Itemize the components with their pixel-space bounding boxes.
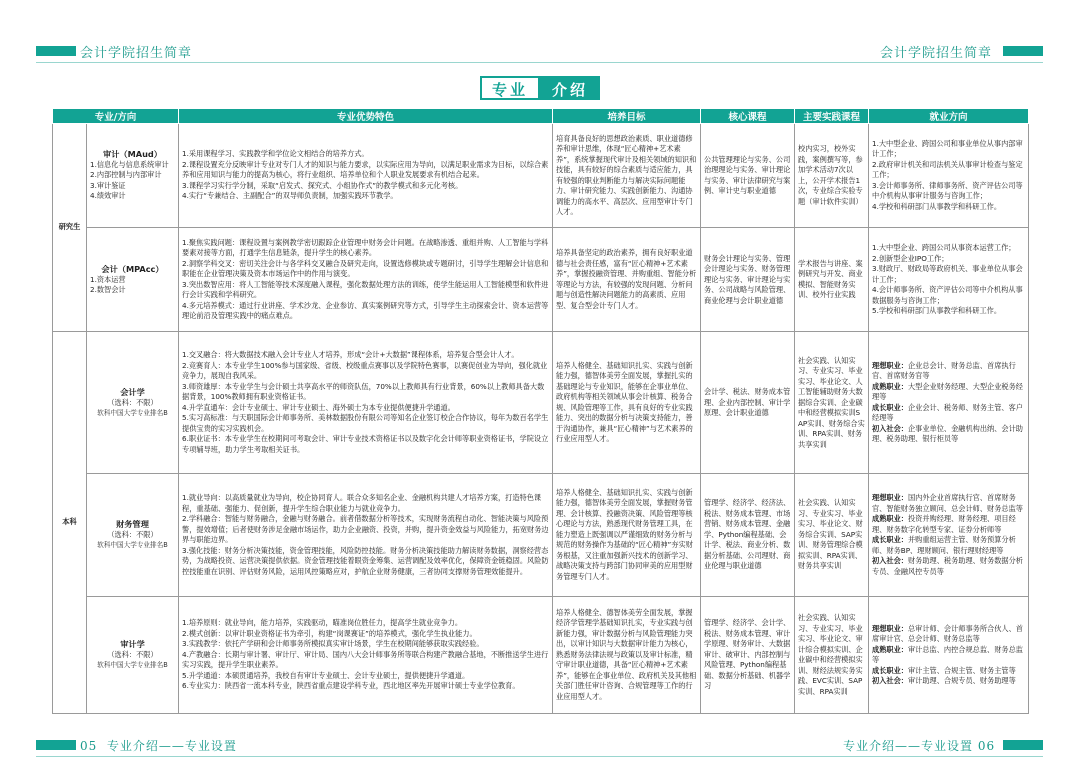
jobs-cell: 理想职业：总审计师、会计师事务所合伙人、首席审计官、总会计师、财务总监等 成熟职业：审计总监、内控合规总监、财务总监等 成长职业：审计主管、合规主管、财务主管等 初入社会：审计助理、合规专员、财务助理等	[869, 597, 1029, 714]
major-name: 会计学	[120, 387, 145, 398]
practice-cell: 校内实习，校外实践，案例撰写等，参加学术活动7次以上，公开学术报告1次，专业综合实验专题（审计软件实训）	[795, 124, 869, 228]
major-table	[52, 108, 1029, 714]
header-right-title: 会计学院招生简章	[880, 46, 993, 61]
features-cell: 1.就业导向：以高质量就业为导向，校企协同育人。联合众多知名企业、金融机构共建人才培养方案，打造特色课程，重基础、强能力、促创新，提升学生综合职业能力与就业竞争力。 2.学科融合：智能与财务融合，金融与财务融合。前者借数据分析等技术，实现财务流程自动化、智能决策与风险预警，提效增值；后者使财务涉足金融市场运作，助力企业融资、投资，并购，提升资金效益与风险能力，拓宽财务边界与职能边界。 3.强化技能：财务分析决策技能，资金管理技能，风险防控技能。财务分析决策技能助力解读财务数据，洞察经营态势，为战略投资、运营决策提供依据。资金管理技能着眼资金筹集、运营调配及效率优化，保障资金链稳固。风险防控技能重在识别、评估财务风险，运用风控策略应对，护航企业财务健康，三者协同支撑财务管理效能提升。	[179, 474, 553, 597]
jobs-cell: 1.大中型企业、跨国公司和事业单位从事内部审计工作； 2.政府审计机关和司法机关从事审计检查与鉴定工作； 3.会计师事务所、律师事务所、资产评估公司等中介机构从事审计服务与咨询工作； 4.学校和科研部门从事教学和科研工作。	[869, 124, 1029, 228]
footer-right-bar	[1003, 740, 1043, 750]
courses-cell: 公共管理理论与实务、公司治理理论与实务、审计理论与实务、审计法律研究与案例、审计史与职业道德	[701, 124, 795, 228]
goal-cell: 培养具备坚定的政治素养，拥有良好职业道德与社会责任感，富有“匠心精神+艺术素养”，掌握投融资管理、并购重组、智能分析等理论与方法，有较强的发现问题、分析问题与创造性解决问题能力的高素质、应用型、复合型会计专门人才。	[553, 228, 701, 332]
major-name: 审计（MAud）	[103, 149, 162, 160]
footer-left-bar	[36, 740, 76, 750]
ranking-note: 软科中国大学专业排名B	[97, 661, 168, 670]
footer-left	[80, 737, 237, 754]
practice-cell: 社会实践、认知实习、专业实习、毕业实习、毕业论文、财务综合实训、SAP实训、财务管理综合模拟实训、RPA实训、财务共享实训	[795, 474, 869, 597]
major-cell: 审计（MAud） 1.信息化与信息系统审计 2.内部控制与内部审计 3.审计鉴证 4.绩效审计	[87, 124, 179, 228]
col-header-major: 专业/方向	[53, 109, 179, 124]
major-name: 会计（MPAcc）	[101, 264, 164, 275]
major-name: 财务管理	[116, 519, 149, 530]
header-right-rule	[541, 62, 1043, 63]
header-left-title: 会计学院招生简章	[80, 46, 193, 61]
level-undergraduate: 本科	[53, 332, 87, 714]
header-left-bar	[36, 46, 76, 56]
footer-left-text: 专业介绍——专业设置	[106, 739, 237, 753]
features-cell: 1.聚焦实践问题：课程设置与案例教学密切跟踪企业管理中财务会计问题。在战略渗透、重组并购、人工智能与学科要素对接等方面，打通学生信息链条，提升学生的核心素养。 2.洞察学科交叉：密切关注会计与各学科交叉融合及研究走向，设置选修模块或专题研讨，引导学生理解会计信息和职能在企业管理决策及资本市场运作中的作用与演变。 3.突出数智应用：将人工智能等技术深度融入课程，强化数据处理方法的训练，使学生能运用人工智能模型和软件进行会计实践和学科研究。 4.多元培养模式：通过行业讲座、学术沙龙、企业参访、真实案例研究等方式，引导学生主动探索会计、资本运营等理论前沿及管理实践中的痛点难点。	[179, 228, 553, 332]
col-header-courses: 核心课程	[701, 109, 795, 124]
footer-right	[843, 737, 995, 754]
major-name: 审计学	[120, 639, 145, 650]
practice-cell: 社会实践、认知实习、专业实习、毕业实习、毕业论文、审计综合模拟实训、企业碳中和经营模拟实训、财经法规实务实践、EVC实训、SAP实训、RPA实训	[795, 597, 869, 714]
jobs-cell: 理想职业：国内外企业首席执行官、首席财务官、智能财务独立顾问、总会计师、财务总监等 成熟职业：投资并购经理、财务经理、项目经理、财务数字化转型专家、证券分析师等 成长职业：并购重组运营主管、财务预算分析师、财务BP、理财顾问、银行理财经理等 初入社会：财务助理、税务助理、财务数据分析专员、金融风控专员等	[869, 474, 1029, 597]
table-row	[53, 332, 1029, 474]
major-cell: 会计（MPAcc） 1.资本运营 2.数智会计	[87, 228, 179, 332]
col-header-features: 专业优势特色	[179, 109, 553, 124]
page-number-left: 05	[80, 739, 98, 753]
practice-cell: 学术报告与讲座、案例研究与开发、商业模拟、智能财务实训、校外行业实践	[795, 228, 869, 332]
col-header-goal: 培养目标	[553, 109, 701, 124]
courses-cell: 管理学、经济学、经济法、税法、财务成本管理、市场营销、财务成本管理、金融学、Python编程基础、会计学、税法、商业分析、数据分析基础、公司理财、商业伦理与职业道德	[701, 474, 795, 597]
section-title	[480, 76, 600, 100]
ranking-note: 软科中国大学专业排名B	[97, 409, 168, 418]
goal-cell: 培养人格健全、德智体美劳全面发展，掌握经济学管理学基础知识扎实，专业实践与创新能力强，审计数据分析与风险管理能力突出，以审计知识与大数据审计能力为核心，熟悉财务法律法规与政策以及审计标准，精守审计职业道德，具备“匠心精神+艺术素养”，能够在企事业单位、政府机关及其他相关部门胜任审计咨询、合规管理等工作的行业应用型人才。	[553, 597, 701, 714]
practice-cell: 社会实践、认知实习、专业实习、毕业实习、毕业论文、人工智能辅助财务大数据综合实训、企业碳中和经营模拟实训SAP实训、财务综合实训、RPA实训、财务共享实训	[795, 332, 869, 474]
major-cell: 财务管理 （选科：不限） 软科中国大学专业排名B	[87, 474, 179, 597]
features-cell: 1.交叉融合：将大数据技术融入会计专业人才培养，形成“会计+大数据”课程体系，培养复合型会计人才。 2.竞赛育人：本专业学生100%参与国家级、省级、校级重点赛事以及学院特色赛事，以赛促创业为导向，强化就业竞争力，展现自我风采。 3.师资雄厚：本专业学生与会计硕士共享高水平的师资队伍，70%以上教师具有行业背景，60%以上教师具备大数据背景，100%教师拥有职业资格证书。 4.升学直通车：会计专业硕士、审计专业硕士、海外硕士为本专业提供便捷升学通道。 5.实习高标准：与天职国际会计师事务所、美林数据股份有限公司等知名企业签订校企合作协议，每年为数百名学生提供宝贵的实习实践机会。 6.职业证书：本专业学生在校期间可考取会计、审计专业技术资格证书以及数字化会计师等职业资格证书，学院设立专项辅导班，助力学生考取相关证书。	[179, 332, 553, 474]
table-header-row	[53, 109, 1029, 124]
header-left-rule	[36, 62, 541, 63]
header-right-bar	[1003, 46, 1043, 56]
table-row	[53, 597, 1029, 714]
footer-left-rule	[36, 756, 541, 757]
goal-cell: 培育具备良好的思想政治素质、职业道德修养和审计思维，体现“匠心精神+艺术素养”，系统掌握现代审计及相关领域的知识和技能，具有较好的综合素质与适应能力，具有较强的职业判断能力与解决实际问题能力、审计研究能力、实践创新能力、沟通协调能力的高水平、高层次、应用型审计专门人才。	[553, 124, 701, 228]
page-number-right: 06	[977, 739, 996, 753]
table-row	[53, 228, 1029, 332]
jobs-cell: 1.大中型企业、跨国公司从事资本运营工作； 2.创新型企业IPO工作； 3.财政厅、财政局等政府机关、事业单位从事会计工作； 4.会计师事务所、资产评估公司等中介机构从事数据服务与咨询工作； 5.学校和科研部门从事教学和科研工作。	[869, 228, 1029, 332]
courses-cell: 会计学、税法、财务成本管理、企业内部控制、审计学原理、会计职业道德	[701, 332, 795, 474]
section-title-part2: 介绍	[540, 76, 600, 100]
section-title-part1: 专业	[480, 76, 540, 100]
level-graduate: 研究生	[53, 124, 87, 332]
ranking-note: 软科中国大学专业排名B	[97, 541, 168, 550]
jobs-cell: 理想职业：企业总会计、财务总监、首席执行官、首席财务官等 成熟职业：大型企业财务经理、大型企业税务经理等 成长职业：企业会计、税务师、财务主管、客户经理等 初入社会：企事业单位、金融机构出纳、会计助理、税务助理、银行柜员等	[869, 332, 1029, 474]
col-header-jobs: 就业方向	[869, 109, 1029, 124]
major-cell: 会计学 （选科：不限） 软科中国大学专业排名B	[87, 332, 179, 474]
courses-cell: 财务会计理论与实务、管理会计理论与实务、财务管理理论与实务、审计理论与实务、公司战略与风险管理、商业伦理与会计职业道德	[701, 228, 795, 332]
footer-right-text: 专业介绍——专业设置	[843, 739, 974, 753]
major-cell: 审计学 （选科：不限） 软科中国大学专业排名B	[87, 597, 179, 714]
goal-cell: 培养人格健全、基础知识扎实、实践与创新能力强，德智体美劳全面发展，掌握扎实的基础理论与专业知识，能够在企事业单位、政府机构等相关领域从事会计核算、税务合规、风险管理等工作，具有良好的专业实践能力、突出的数据分析与决策支持能力，善于沟通协作，兼具“匠心精神”与艺术素养的行业应用型人才。	[553, 332, 701, 474]
courses-cell: 管理学、经济学、会计学、税法、财务成本管理、审计学原理、财务审计、大数据审计、破审计、内部控制与风险管理、Python编程基础、数据分析基础、机器学习	[701, 597, 795, 714]
goal-cell: 培养人格健全、基础知识扎实、实践与创新能力强，德智体美劳全面发展，掌握财务管理、会计核算、投融资决策、风险管理等核心理论与方法，熟悉现代财务管理工具，在能力塑造上既强调以严谨细致的财务分析与规范的财务操作为基础的“匠心精神”夯实财务根基，又注重加强新兴技术的创新学习、战略决策支持与跨部门协同审美的应用型财务管理专门人才。	[553, 474, 701, 597]
footer-right-rule	[541, 756, 1043, 757]
features-cell: 1.采用课程学习、实践教学和学位论文相结合的培养方式。 2.课程设置充分反映审计专业对专门人才的知识与能力要求，以实际应用为导向，以满足职业需求为目标，以综合素养和应用知识与能力的提高为核心，将行业组织、培养单位和个人职业发展要求有机结合起来。 3.课程学习实行学分制，采取“启发式、探究式、小组协作式”的教学模式和多元化考核。 4.实行“专兼结合、主副配合”的双导师负责制，加强实践环节教学。	[179, 124, 553, 228]
table-row	[53, 474, 1029, 597]
features-cell: 1.培养原则：就业导向，能力培养，实践驱动，瞄准岗位胜任力，提高学生就业竞争力。 2.模式创新：以审计职业资格证书为牵引，构建“岗课赛证”的培养模式，强化学生执业能力。 3.实践教学：依托产学研和会计师事务所模拟真实审计场景，学生在校期间能够获取实践经验。 4.产教融合：长期与审计署、审计厅、审计局、国内八大会计师事务所等联合构建产教融合基地，不断推送学生进行实习实践，提升学生职业素养。 5.升学通道：本硕贯通培养，我校自有审计专业硕士、会计专业硕士，提供便捷升学通道。 6.专业实力：陕西省一流本科专业，陕西省重点建设学科专业，西北地区率先开展审计硕士专业学位教育。	[179, 597, 553, 714]
table-row	[53, 124, 1029, 228]
col-header-practice: 主要实践课程	[795, 109, 869, 124]
